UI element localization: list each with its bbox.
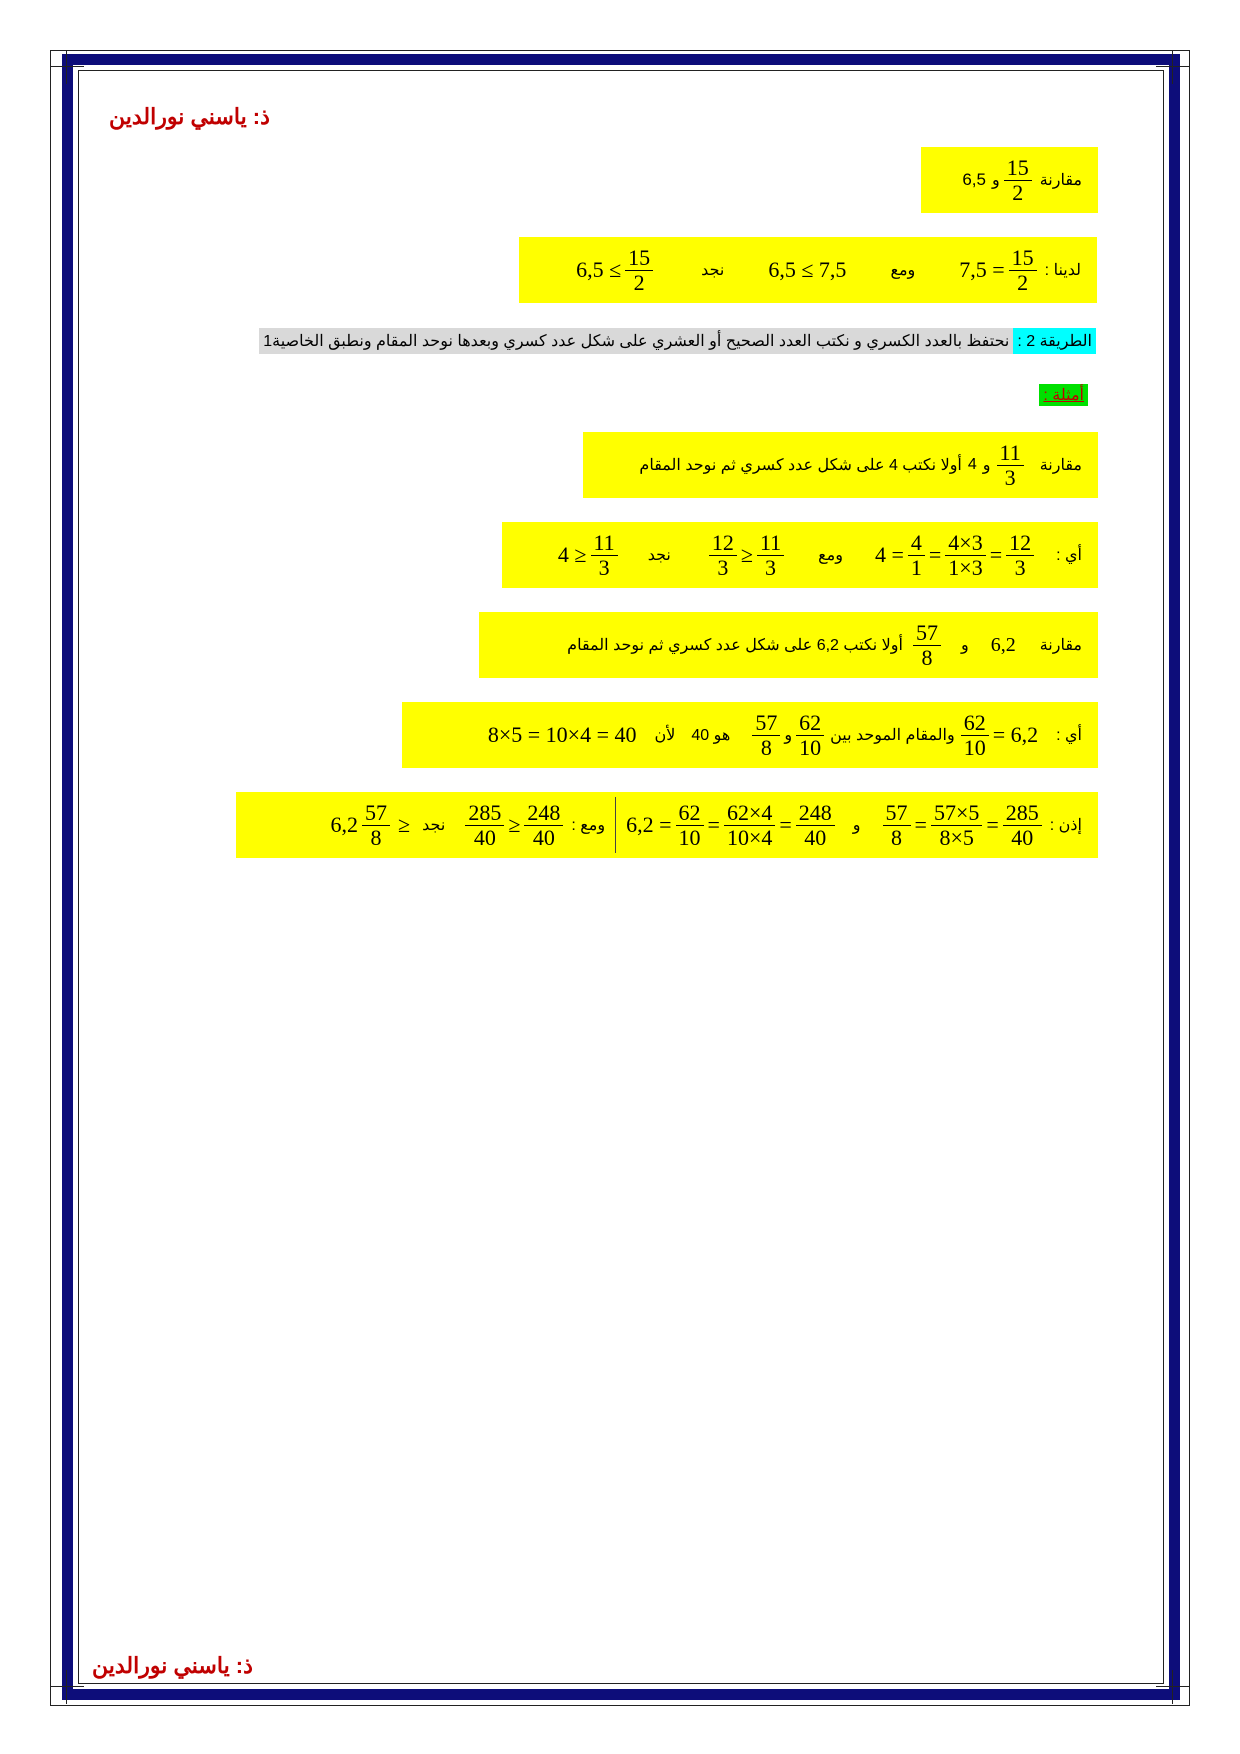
corner-ornament xyxy=(1156,50,1190,84)
decimal-value: 6,5 xyxy=(962,170,986,189)
common-denominator-text: والمقام الموحد بين xyxy=(830,727,955,744)
compare-box-1 xyxy=(921,147,1098,213)
result-left: 4 ≥ xyxy=(557,542,587,567)
result-left: 6,5 ≤ xyxy=(576,257,622,282)
fraction: $\frac{62}{10}$ xyxy=(796,711,824,758)
corner-ornament xyxy=(1156,1670,1190,1704)
fraction: $\frac{11}{3}$ xyxy=(757,531,784,578)
compare-result-box-1 xyxy=(519,237,1097,303)
method-2-line xyxy=(259,328,1096,354)
fraction: $\frac{62}{10}$ xyxy=(961,711,989,758)
fraction: $\frac{57}{8}$ xyxy=(752,711,780,758)
fraction: $\frac{4}{1}$ xyxy=(908,531,925,578)
find-word: نجد xyxy=(701,262,725,279)
and-with-word: ومع xyxy=(890,262,916,279)
fraction: $\frac{57}{8}$ xyxy=(362,801,390,848)
decimal-value: 6,2 xyxy=(330,812,359,837)
integer-value: 4 xyxy=(967,456,977,473)
decimal-value: 6,2 xyxy=(990,633,1016,656)
example-2-result-box xyxy=(402,702,1098,768)
equation: = 6,2 xyxy=(992,722,1039,747)
instruction-text: أولا نكتب 6,2 على شكل عدد كسري ثم نوحد المقام xyxy=(567,637,903,654)
author-footer: ذ: ياسني نورالدين xyxy=(92,1653,253,1678)
and-with-word: ومع : xyxy=(571,817,606,834)
so-label: إذن : xyxy=(1049,817,1082,834)
fraction: $\frac{57\times 5}{8\times 5}$ xyxy=(931,801,982,848)
example-1-result-box: أي : 4 = $\frac{4}{1}$ = $\frac{4\times 3}{1\times 3}$ = $\frac{12}{3}$ ومع $\frac{12}{3}$ ≥ $\frac{11}{3}$ نجد 4 ≥ $\frac{11}{3}$ xyxy=(502,522,1098,588)
fraction: $\frac{62\times 4}{10\times 4}$ xyxy=(724,801,775,848)
equation: 7,5 = xyxy=(959,257,1005,282)
ie-label: أي : xyxy=(1056,547,1082,564)
fraction: $\frac{62}{10}$ xyxy=(676,801,704,848)
fraction: $\frac{248}{40}$ xyxy=(796,801,835,848)
instruction-text: أولا نكتب 4 على شكل عدد كسري ثم نوحد المقام xyxy=(639,457,962,474)
method-2-text: نحتفظ بالعدد الكسري و نكتب العدد الصحيح أو العشري على شكل عدد كسري وبعدها نوحد المقام ونطبق الخاصية1 xyxy=(259,328,1013,354)
author-header: ذ: ياسني نورالدين xyxy=(109,104,270,129)
compare-label: مقارنة xyxy=(1039,457,1082,474)
example-2-box xyxy=(479,612,1098,678)
compare-label: مقارنة xyxy=(1039,172,1082,189)
fraction: $\frac{12}{3}$ xyxy=(709,531,737,578)
ie-label: أي : xyxy=(1056,727,1082,744)
and-word: و xyxy=(960,637,969,654)
and-word: و xyxy=(852,817,861,834)
fraction: $\frac{57}{8}$ xyxy=(913,621,941,668)
we-have-label: لدينا : xyxy=(1044,262,1081,279)
and-word: و xyxy=(982,457,991,474)
and-with-word: ومع xyxy=(818,547,843,564)
example-1-box xyxy=(583,432,1098,498)
fraction: $\frac{4\times 3}{1\times 3}$ xyxy=(945,531,985,578)
is-text: هو 40 xyxy=(691,727,731,744)
comparison: 6,5 ≤ 7,5 xyxy=(768,257,847,282)
because-word: لأن xyxy=(654,727,676,744)
equation: 6,2 = xyxy=(626,812,672,837)
product-expression: 8×5 = 10×4 = 40 xyxy=(487,722,637,747)
fraction: $\frac{15}{2}$ xyxy=(625,246,653,293)
and-word: و xyxy=(991,172,1000,189)
fraction: $\frac{15}{2}$ xyxy=(1009,246,1037,293)
method-2-label: الطريقة 2 : xyxy=(1013,328,1096,354)
example-2-final-box: إذن : $\frac{57}{8}$ = $\frac{57\times 5}{8\times 5}$ = $\frac{285}{40}$ و 6,2 = $\frac{62}{10}$ = $\frac{62\times 4}{10\times 4}$ = $\frac{248}{40}$ ومع : $\frac{285}{40}$ ≥ $\frac{248}{40}$ نجد $\frac{57}{8}$ ≥ 6,2 xyxy=(236,792,1098,858)
compare-label: مقارنة xyxy=(1039,637,1082,654)
find-word: نجد xyxy=(422,817,446,834)
equation: 4 = xyxy=(874,542,904,567)
examples-heading: أمثلة : xyxy=(1039,384,1088,406)
find-word: نجد xyxy=(647,547,671,564)
corner-ornament xyxy=(50,50,84,84)
fraction: $\frac{12}{3}$ xyxy=(1006,531,1034,578)
page-frame-inner xyxy=(78,70,1164,1684)
column-divider xyxy=(615,797,616,853)
fraction: $\frac{285}{40}$ xyxy=(1003,801,1042,848)
and-word: و xyxy=(784,727,793,744)
corner-ornament xyxy=(50,1670,84,1704)
fraction: $\frac{11}{3}$ xyxy=(997,441,1024,488)
fraction: $\frac{248}{40}$ xyxy=(524,801,563,848)
fraction: $\frac{285}{40}$ xyxy=(465,801,504,848)
fraction: $\frac{11}{3}$ xyxy=(591,531,618,578)
fraction: $\frac{15}{2}$ xyxy=(1004,156,1032,203)
fraction: $\frac{57}{8}$ xyxy=(883,801,911,848)
